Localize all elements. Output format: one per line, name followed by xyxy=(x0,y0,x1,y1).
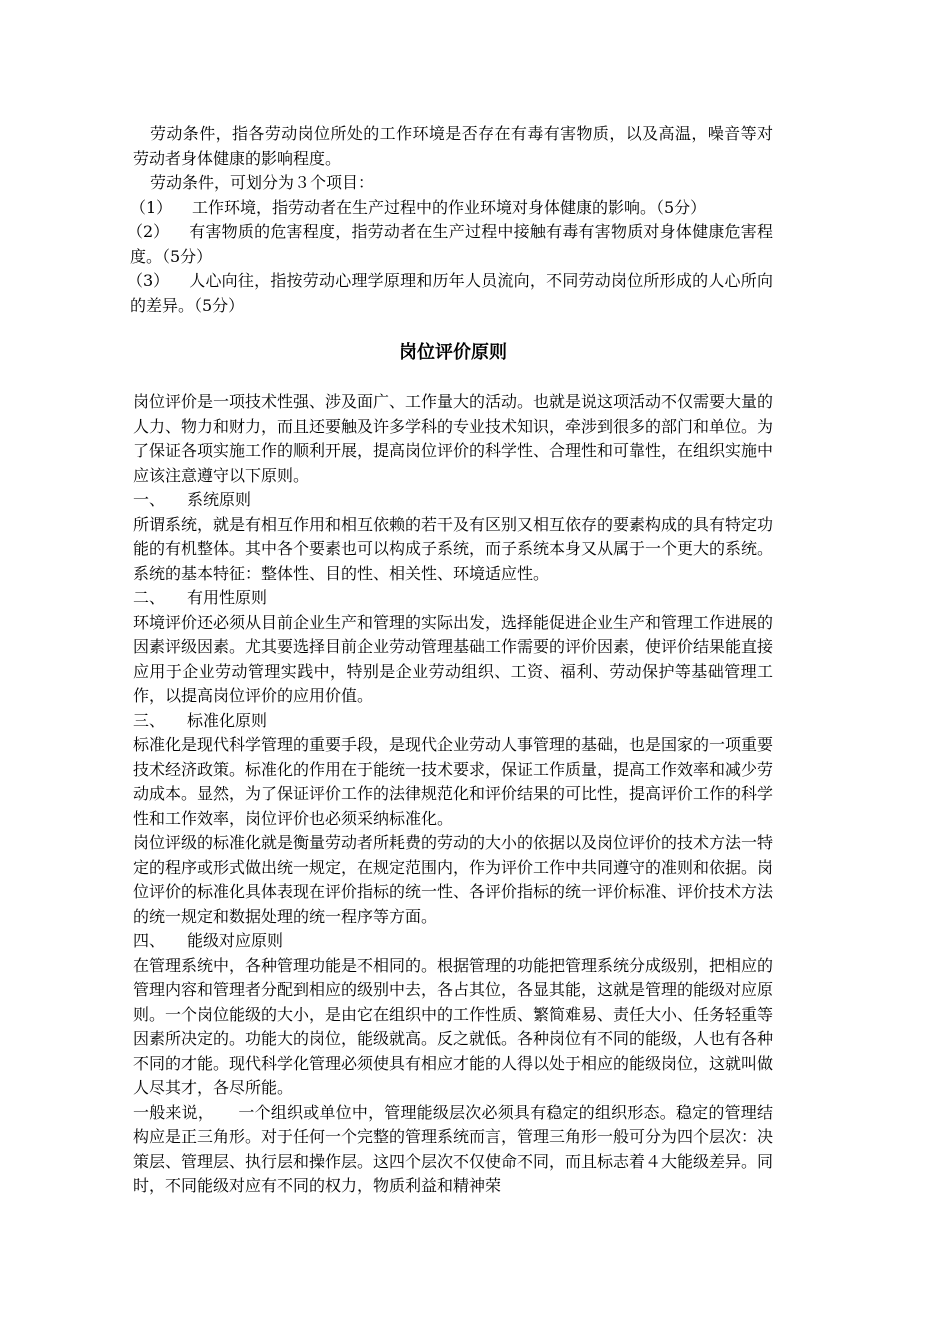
list-item-text: 有害物质的危害程度，指劳动者在生产过程中接触有毒有害物质对身体健康危害程度。（5分） xyxy=(130,222,773,266)
intro-paragraph-1: 劳动条件，指各劳动岗位所处的工作环境是否存在有毒有害物质，以及高温，噪音等对劳动者身体健康的影响程度。 xyxy=(133,124,773,168)
standardization-paragraph-1: 标准化是现代科学管理的重要手段，是现代企业劳动人事管理的基础，也是国家的一项重要技术经济政策。标准化的作用在于能统一技术要求，保证工作质量，提高工作效率和减少劳动成本。显然，为了保证评价工作的法律规范化和评价结果的可比性，提高评价工作的科学性和工作效率，岗位评价也必须采纳标准化。 xyxy=(133,735,774,828)
principle-heading-system xyxy=(133,488,773,513)
level-matching-paragraph-2: 一般来说， 一个组织或单位中，管理能级层次必须具有稳定的组织形态。稳定的管理结构应是正三角形。对于任何一个完整的管理系统而言，管理三角形一般可分为四个层次：决策层、管理层、执行层和操作层。这四个层次不仅使命不同，而且标志着４大能级差异。同时，不同能级对应有不同的权力，物质利益和精神荣 xyxy=(133,1102,774,1195)
heading-number: 一、 xyxy=(133,490,166,509)
list-item-number: （2） xyxy=(127,222,170,241)
usefulness-paragraph: 环境评价还必须从目前企业生产和管理的实际出发，选择能促进企业生产和管理工作进展的因素评级因素。尤其要选择目前企业劳动管理基础工作需要的评价因素，使评价结果能直接应用于企业劳动管理实践中，特别是企业劳动组织、工资、福利、劳动保护等基础管理工作，以提高岗位评价的应用价值。 xyxy=(133,612,774,705)
system-paragraph: 所谓系统，就是有相互作用和相互依赖的若干及有区别又相互依存的要素构成的具有特定功能的有机整体。其中各个要素也可以构成子系统，而子系统本身又从属于一个更大的系统。系统的基本特征：整体性、目的性、相关性、环境适应性。 xyxy=(133,514,774,583)
principle-heading-level-matching xyxy=(133,929,773,954)
list-item xyxy=(127,269,773,318)
principle-heading-usefulness xyxy=(133,586,773,611)
heading-text: 标准化原则 xyxy=(187,710,268,730)
heading-number: 四、 xyxy=(133,931,166,950)
list-item xyxy=(127,220,773,269)
heading-text: 系统原则 xyxy=(187,490,252,509)
level-matching-paragraph-1: 在管理系统中，各种管理功能是不相同的。根据管理的功能把管理系统分成级别，把相应的管理内容和管理者分配到相应的级别中去，各占其位，各显其能，这就是管理的能级对应原则。一个岗位能级的大小，是由它在组织中的工作性质、繁简难易、责任大小、任务轻重等因素所决定的。功能大的岗位，能级就高。反之就低。各种岗位有不同的能级，人也有各种不同的才能。现代科学化管理必须使具有相应才能的人得以处于相应的能级岗位，这就叫做人尽其才，各尽所能。 xyxy=(133,955,774,1097)
heading-number: 三、 xyxy=(133,710,166,730)
list-item-text: 工作环境，指劳动者在生产过程中的作业环境对身体健康的影响。（5分） xyxy=(192,197,707,217)
list-item xyxy=(130,196,773,221)
list-item-number: （1） xyxy=(130,197,173,217)
principle-heading-standardization xyxy=(133,709,773,734)
list-item-text: 人心向往，指按劳动心理学原理和历年人员流向，不同劳动岗位所形成的人心所向的差异。（5分） xyxy=(130,271,773,315)
heading-number: 二、 xyxy=(133,588,166,607)
section-title: 岗位评价原则 xyxy=(399,342,507,363)
section-intro-paragraph: 岗位评价是一项技术性强、涉及面广、工作量大的活动。也就是说这项活动不仅需要大量的人力、物力和财力，而且还要触及许多学科的专业技术知识，牵涉到很多的部门和单位。为了保证各项实施工作的顺利开展，提高岗位评价的科学性、合理性和可靠性，在组织实施中应该注意遵守以下原则。 xyxy=(133,392,774,485)
heading-text: 有用性原则 xyxy=(187,588,268,607)
heading-text: 能级对应原则 xyxy=(187,931,284,950)
list-item-number: （3） xyxy=(127,271,170,290)
document-page xyxy=(127,122,774,1199)
intro-paragraph-2: 劳动条件，可划分为３个项目： xyxy=(150,173,375,192)
standardization-paragraph-2: 岗位评级的标准化就是衡量劳动者所耗费的劳动的大小的依据以及岗位评价的技术方法一特定的程序或形式做出统一规定，在规定范围内，作为评价工作中共同遵守的准则和依据。岗位评价的标准化具体表现在评价指标的统一性、各评价指标的统一评价标准、评价技术方法的统一规定和数据处理的统一程序等方面。 xyxy=(133,833,774,926)
